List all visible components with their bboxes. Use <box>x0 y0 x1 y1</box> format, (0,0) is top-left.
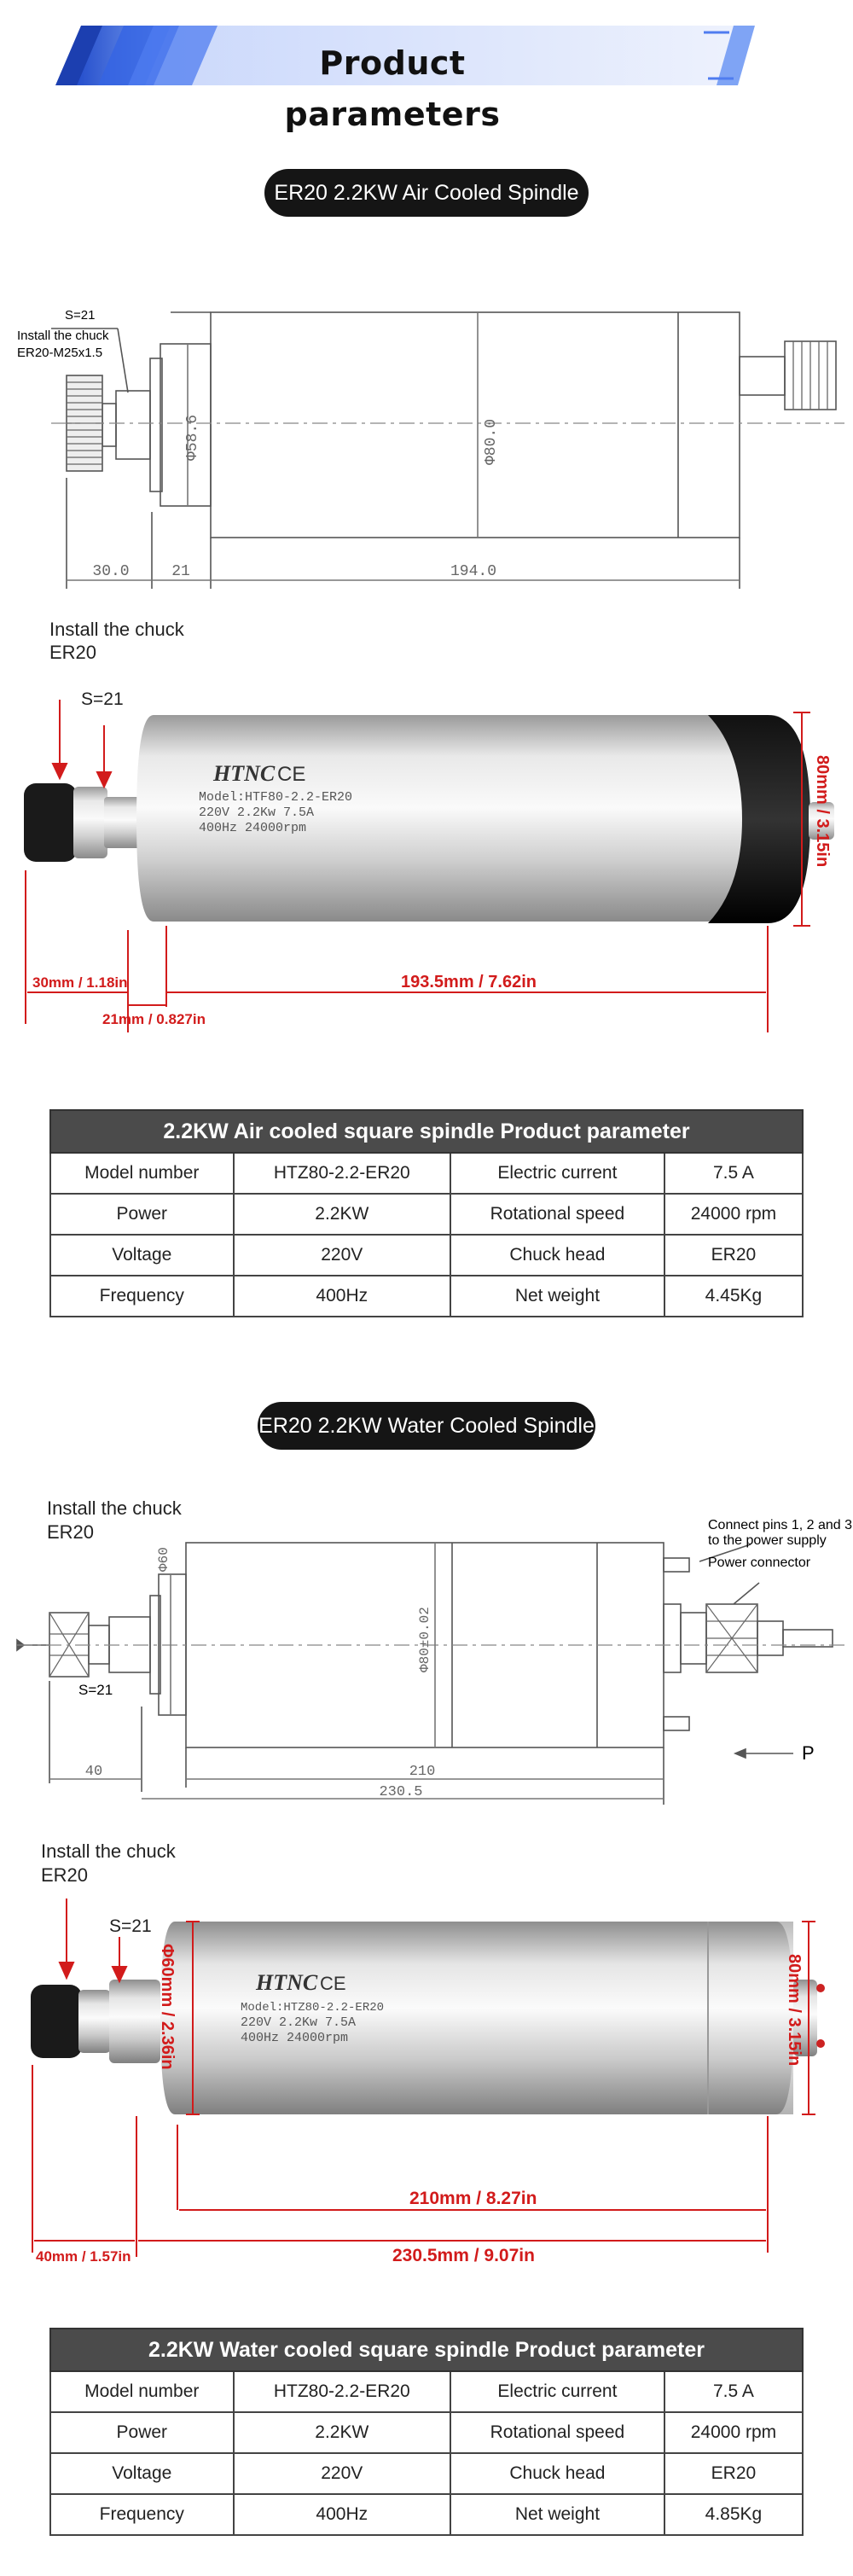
air-photo-dim-height: 80mm / 3.15in <box>813 755 832 868</box>
water-photo-s-label: S=21 <box>109 1916 152 1936</box>
water-technical-drawing <box>0 1485 853 1809</box>
table-row <box>50 2494 803 2535</box>
air-drawing-body <box>211 312 740 538</box>
water-drawing-install-label-1: Install the chuck <box>47 1497 182 1519</box>
table-cell: 220V <box>234 2453 450 2494</box>
table-row <box>50 2412 803 2453</box>
air-table-title: 2.2KW Air cooled square spindle Product parameter <box>50 1110 803 1153</box>
table-cell: 7.5 A <box>664 1153 803 1194</box>
water-spindle-photo <box>0 1826 853 2270</box>
air-drawing-install-label: Install the chuck <box>17 329 109 343</box>
table-cell: 2.2KW <box>234 2412 450 2453</box>
air-dim-left: 30.0 <box>92 563 130 580</box>
table-cell: Frequency <box>50 2494 234 2535</box>
air-photo-ce: CE <box>277 763 306 786</box>
table-cell: Net weight <box>450 2494 664 2535</box>
water-photo-spec1: 220V 2.2Kw 7.5A <box>241 2015 357 2030</box>
table-cell: 400Hz <box>234 1276 450 1317</box>
water-section-title: ER20 2.2KW Water Cooled Spindle <box>258 1402 595 1450</box>
table-cell: Voltage <box>50 2453 234 2494</box>
water-dim-left: 40 <box>84 1764 103 1780</box>
air-dia-small: Φ58.6 <box>184 414 201 461</box>
water-photo-dim-total: 230.5mm / 9.07in <box>392 2246 535 2265</box>
air-spindle-photo <box>0 614 853 1058</box>
air-dim-body: 194.0 <box>450 563 497 580</box>
table-cell: Power <box>50 1194 234 1235</box>
air-technical-drawing <box>0 290 853 606</box>
water-photo-install-label-2: ER20 <box>41 1864 89 1886</box>
table-cell: Chuck head <box>450 1235 664 1276</box>
table-cell: Model number <box>50 1153 234 1194</box>
table-cell: ER20 <box>664 2453 803 2494</box>
table-cell: Electric current <box>450 2371 664 2412</box>
table-cell: 400Hz <box>234 2494 450 2535</box>
water-dim-body: 210 <box>409 1764 436 1780</box>
water-photo-dim-dia: Φ60mm / 2.36in <box>158 1944 177 2070</box>
table-cell: Rotational speed <box>450 2412 664 2453</box>
table-cell: 4.45Kg <box>664 1276 803 1317</box>
air-photo-spec1: 220V 2.2Kw 7.5A <box>199 805 315 820</box>
page-title: Product parameters <box>284 44 501 133</box>
table-cell: Voltage <box>50 1235 234 1276</box>
table-cell: HTZ80-2.2-ER20 <box>234 2371 450 2412</box>
table-row <box>50 1235 803 1276</box>
water-photo-dim-left: 40mm / 1.57in <box>36 2248 131 2265</box>
air-photo-dim-body: 193.5mm / 7.62in <box>401 973 537 991</box>
air-drawing-s-label: S=21 <box>65 308 96 323</box>
water-dia-large: Φ80±0.02 <box>417 1607 432 1672</box>
water-drawing-s-label: S=21 <box>78 1682 113 1698</box>
table-cell: HTZ80-2.2-ER20 <box>234 1153 450 1194</box>
water-photo-ce: CE <box>320 1973 346 1994</box>
water-photo-dim-body: 210mm / 8.27in <box>409 2189 537 2208</box>
air-spec-table <box>49 1109 804 1317</box>
water-dim-total: 230.5 <box>379 1784 423 1800</box>
air-dia-large: Φ80.0 <box>483 418 500 465</box>
water-drawing-connect-2: to the power supply <box>708 1533 827 1548</box>
water-photo-model: Model:HTZ80-2.2-ER20 <box>241 2001 385 2015</box>
table-row <box>50 1194 803 1235</box>
air-photo-dim-left: 30mm / 1.18in <box>32 974 128 991</box>
water-drawing-connect-1: Connect pins 1, 2 and 3 <box>708 1518 853 1532</box>
water-drawing-install-label-2: ER20 <box>47 1521 95 1543</box>
air-photo-nut <box>24 783 77 862</box>
table-cell: Model number <box>50 2371 234 2412</box>
table-cell: 4.85Kg <box>664 2494 803 2535</box>
table-cell: Power <box>50 2412 234 2453</box>
air-dim-mid: 21 <box>171 563 190 580</box>
table-cell: 24000 rpm <box>664 1194 803 1235</box>
air-photo-brand: HTNC <box>213 761 276 786</box>
table-cell: 7.5 A <box>664 2371 803 2412</box>
water-photo-brand: HTNC <box>256 1970 318 1995</box>
table-cell: Frequency <box>50 1276 234 1317</box>
water-dia-small: Φ60 <box>156 1547 171 1572</box>
air-photo-model: Model:HTF80-2.2-ER20 <box>199 790 353 805</box>
water-spec-table <box>49 2328 804 2536</box>
water-photo-dim-height: 80mm / 3.15in <box>785 1954 804 2067</box>
air-photo-s-label: S=21 <box>81 689 124 709</box>
table-cell: Chuck head <box>450 2453 664 2494</box>
water-drawing-power-label: Power connector <box>708 1555 811 1570</box>
table-cell: Electric current <box>450 1153 664 1194</box>
air-photo-install-label-1: Install the chuck <box>49 619 184 640</box>
air-photo-dim-mid: 21mm / 0.827in <box>102 1011 206 1027</box>
table-cell: 220V <box>234 1235 450 1276</box>
air-drawing-thread-label: ER20-M25x1.5 <box>17 346 103 360</box>
air-section-title: ER20 2.2KW Air Cooled Spindle <box>264 169 589 217</box>
water-drawing-p-label: P <box>802 1742 815 1764</box>
table-cell: Net weight <box>450 1276 664 1317</box>
table-cell: ER20 <box>664 1235 803 1276</box>
air-photo-spec2: 400Hz 24000rpm <box>199 821 307 835</box>
table-row <box>50 1153 803 1194</box>
table-row <box>50 2453 803 2494</box>
table-cell: 24000 rpm <box>664 2412 803 2453</box>
air-photo-install-label-2: ER20 <box>49 642 97 663</box>
water-table-title: 2.2KW Water cooled square spindle Product parameter <box>50 2329 803 2371</box>
table-cell: 2.2KW <box>234 1194 450 1235</box>
table-row <box>50 2371 803 2412</box>
table-row <box>50 1276 803 1317</box>
water-photo-spec2: 400Hz 24000rpm <box>241 2031 349 2045</box>
table-cell: Rotational speed <box>450 1194 664 1235</box>
water-photo-install-label-1: Install the chuck <box>41 1840 176 1862</box>
